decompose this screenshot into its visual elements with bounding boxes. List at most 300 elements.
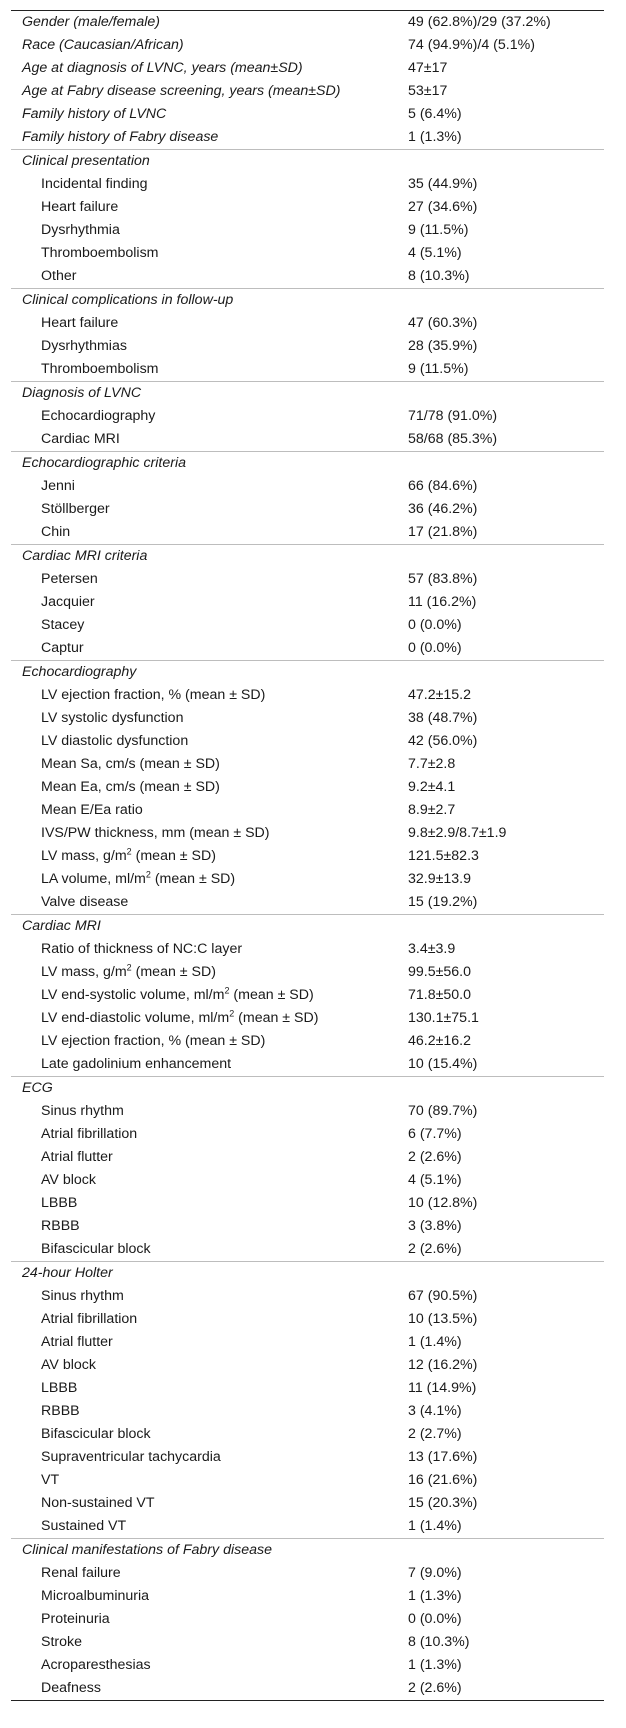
row-label — [11, 1608, 404, 1631]
row-value: 7 (9.0%) — [408, 1565, 462, 1581]
table-row — [11, 1169, 604, 1192]
section-header-row — [11, 289, 604, 313]
table-row — [11, 753, 604, 776]
row-label-text: LA volume, ml/m — [41, 871, 146, 887]
row-label-text: Cardiac MRI — [41, 431, 120, 447]
row-label-text: Late gadolinium enhancement — [41, 1056, 232, 1072]
row-label — [11, 799, 404, 822]
table-row — [11, 312, 604, 335]
row-value: 71/78 (91.0%) — [408, 408, 498, 424]
row-label-text: Chin — [41, 524, 71, 540]
row-value: 27 (34.6%) — [408, 199, 478, 215]
table-row — [11, 776, 604, 799]
row-label-text: Age at Fabry disease screening, years (mean±SD) — [22, 83, 341, 99]
row-label-text: RBBB — [41, 1218, 80, 1234]
row-label — [11, 428, 404, 452]
row-label-suffix: (mean ± SD) — [150, 871, 236, 887]
row-label-text: Sustained VT — [41, 1518, 127, 1534]
table-row — [11, 891, 604, 915]
row-label — [11, 1100, 404, 1123]
table-row — [11, 1100, 604, 1123]
row-label — [11, 1238, 404, 1262]
row-label — [11, 1146, 404, 1169]
summary-row — [11, 103, 604, 126]
table-row — [11, 984, 604, 1007]
row-label-text: Heart failure — [41, 199, 119, 215]
row-label-text: Ratio of thickness of NC:C layer — [41, 941, 243, 957]
table-row — [11, 1677, 604, 1701]
row-label — [11, 1377, 404, 1400]
row-label-text: Stacey — [41, 617, 85, 633]
row-value: 11 (14.9%) — [408, 1380, 477, 1396]
row-value: 8 (10.3%) — [408, 1634, 470, 1650]
row-value — [404, 545, 604, 569]
table-row — [11, 845, 604, 868]
row-label — [11, 1677, 404, 1701]
row-label — [11, 614, 404, 637]
row-label — [11, 335, 404, 358]
row-value: 10 (15.4%) — [408, 1056, 478, 1072]
row-label-text: Clinical presentation — [22, 153, 150, 169]
table-row — [11, 428, 604, 452]
table-row — [11, 1492, 604, 1515]
row-value: 7.7±2.8 — [408, 756, 456, 772]
table-row — [11, 707, 604, 730]
row-label-text: Acroparesthesias — [41, 1657, 151, 1673]
table-row — [11, 614, 604, 637]
row-value: 53±17 — [408, 83, 448, 99]
row-label-text: IVS/PW thickness, mm (mean ± SD) — [41, 825, 270, 841]
table-row — [11, 1515, 604, 1539]
row-value: 47.2±15.2 — [408, 687, 472, 703]
row-label-text: 24-hour Holter — [22, 1265, 113, 1281]
row-label — [11, 196, 404, 219]
row-label-suffix: (mean ± SD) — [131, 964, 216, 980]
row-label-text: Bifascicular block — [41, 1426, 151, 1442]
superscript: 2 — [224, 985, 230, 996]
row-label — [11, 545, 404, 569]
row-label — [11, 265, 404, 289]
table-row — [11, 1654, 604, 1677]
row-value: 3 (3.8%) — [408, 1218, 462, 1234]
row-value: 15 (20.3%) — [408, 1495, 478, 1511]
superscript: 2 — [126, 846, 132, 857]
table-row — [11, 1562, 604, 1585]
row-label — [11, 684, 404, 707]
section-header-row — [11, 452, 604, 476]
row-label — [11, 521, 404, 545]
table-row — [11, 521, 604, 545]
row-label-text: LV ejection fraction, % (mean ± SD) — [41, 1033, 266, 1049]
row-label — [11, 1053, 404, 1077]
row-label-text: Sinus rhythm — [41, 1103, 124, 1119]
row-value — [404, 150, 604, 174]
row-label — [11, 1492, 404, 1515]
row-label-text: Echocardiography — [41, 408, 156, 424]
row-label — [11, 1423, 404, 1446]
row-label — [11, 498, 404, 521]
row-label — [11, 242, 404, 265]
row-label-text: Jacquier — [41, 594, 95, 610]
row-value: 0 (0.0%) — [408, 617, 462, 633]
table-row — [11, 1585, 604, 1608]
row-value — [404, 915, 604, 939]
row-label-text: LV diastolic dysfunction — [41, 733, 189, 749]
table-row — [11, 1238, 604, 1262]
row-label — [11, 150, 404, 174]
table-row — [11, 196, 604, 219]
row-label-text: Proteinuria — [41, 1611, 110, 1627]
row-label-text: LV mass, g/m — [41, 964, 127, 980]
row-value: 38 (48.7%) — [408, 710, 478, 726]
row-value: 15 (19.2%) — [408, 894, 478, 910]
row-label-text: Mean Sa, cm/s (mean ± SD) — [41, 756, 220, 772]
row-value: 10 (13.5%) — [408, 1311, 478, 1327]
row-value — [404, 661, 604, 685]
row-value: 46.2±16.2 — [408, 1033, 472, 1049]
section-header-row — [11, 545, 604, 569]
table-row — [11, 868, 604, 891]
row-value — [404, 1539, 604, 1563]
row-label-text: ECG — [22, 1080, 53, 1096]
table-row — [11, 799, 604, 822]
table-row — [11, 1423, 604, 1446]
row-label-text: Valve disease — [41, 894, 129, 910]
row-label-text: LBBB — [41, 1195, 78, 1211]
row-label-text: LV end-diastolic volume, ml/m — [41, 1010, 230, 1026]
row-value: 35 (44.9%) — [408, 176, 478, 192]
row-label-text: Renal failure — [41, 1565, 121, 1581]
row-label-text: Thromboembolism — [41, 245, 159, 261]
row-value: 66 (84.6%) — [408, 478, 478, 494]
row-value: 13 (17.6%) — [408, 1449, 478, 1465]
row-value: 9 (11.5%) — [408, 222, 469, 238]
row-label-suffix: (mean ± SD) — [229, 987, 314, 1003]
row-value: 1 (1.3%) — [408, 129, 462, 145]
row-label — [11, 57, 404, 80]
row-label-text: Supraventricular tachycardia — [41, 1449, 221, 1465]
table-row — [11, 637, 604, 661]
row-label — [11, 961, 404, 984]
row-label-text: Sinus rhythm — [41, 1288, 124, 1304]
row-label — [11, 475, 404, 498]
table-row — [11, 265, 604, 289]
row-label-text: AV block — [41, 1172, 96, 1188]
row-label — [11, 776, 404, 799]
row-value: 70 (89.7%) — [408, 1103, 478, 1119]
section-header-row — [11, 1539, 604, 1563]
row-label — [11, 312, 404, 335]
row-label — [11, 915, 404, 939]
table-row — [11, 358, 604, 382]
row-label — [11, 1469, 404, 1492]
row-label — [11, 452, 404, 476]
section-header-row — [11, 150, 604, 174]
row-value: 49 (62.8%)/29 (37.2%) — [404, 11, 604, 35]
row-value: 1 (1.4%) — [408, 1334, 462, 1350]
table-row — [11, 1354, 604, 1377]
row-label-text: LV mass, g/m — [41, 848, 127, 864]
row-label — [11, 1262, 404, 1286]
row-label-text: Captur — [41, 640, 84, 656]
table-row — [11, 1123, 604, 1146]
row-value: 130.1±75.1 — [408, 1010, 479, 1026]
row-label — [11, 173, 404, 196]
row-value: 8 (10.3%) — [408, 268, 470, 284]
summary-row — [11, 34, 604, 57]
row-label — [11, 1562, 404, 1585]
row-label — [11, 1585, 404, 1608]
row-label — [11, 1331, 404, 1354]
row-label-text: Deafness — [41, 1680, 101, 1696]
row-label — [11, 1285, 404, 1308]
row-label — [11, 845, 404, 868]
row-label — [11, 405, 404, 428]
row-label-text: Non-sustained VT — [41, 1495, 155, 1511]
row-label — [11, 1631, 404, 1654]
row-label-text: LBBB — [41, 1380, 78, 1396]
row-value — [404, 382, 604, 406]
row-label — [11, 1215, 404, 1238]
section-header-row — [11, 1077, 604, 1101]
table-row — [11, 938, 604, 961]
row-label — [11, 1007, 404, 1030]
row-value: 9.8±2.9/8.7±1.9 — [408, 825, 507, 841]
table-row — [11, 475, 604, 498]
row-label-text: LV end-systolic volume, ml/m — [41, 987, 225, 1003]
summary-row — [11, 80, 604, 103]
table-row — [11, 1400, 604, 1423]
row-label-text: Incidental finding — [41, 176, 148, 192]
row-label — [11, 1515, 404, 1539]
table-row — [11, 822, 604, 845]
table-row — [11, 730, 604, 753]
row-label — [11, 1446, 404, 1469]
row-value: 32.9±13.9 — [408, 871, 472, 887]
row-label — [11, 753, 404, 776]
table-row — [11, 1215, 604, 1238]
row-label-text: Bifascicular block — [41, 1241, 151, 1257]
row-label — [11, 1308, 404, 1331]
row-value: 3 (4.1%) — [408, 1403, 462, 1419]
table-row — [11, 498, 604, 521]
row-value: 2 (2.7%) — [408, 1426, 462, 1442]
row-label-text: Diagnosis of LVNC — [22, 385, 142, 401]
row-label-text: Atrial flutter — [41, 1334, 113, 1350]
row-label-text: Gender (male/female) — [22, 14, 160, 30]
row-label — [11, 219, 404, 242]
superscript: 2 — [229, 1008, 235, 1019]
summary-row — [11, 57, 604, 80]
row-label — [11, 358, 404, 382]
row-label-text: Thromboembolism — [41, 361, 159, 377]
patient-characteristics-table — [11, 10, 604, 1701]
row-label — [11, 289, 404, 313]
row-label-text: Clinical manifestations of Fabry disease — [22, 1542, 272, 1558]
row-value: 4 (5.1%) — [408, 245, 462, 261]
table-row — [11, 173, 604, 196]
row-label — [11, 822, 404, 845]
row-label — [11, 80, 404, 103]
table-row — [11, 335, 604, 358]
row-value: 57 (83.8%) — [408, 571, 478, 587]
row-value: 71.8±50.0 — [408, 987, 472, 1003]
row-value: 74 (94.9%)/4 (5.1%) — [408, 37, 535, 53]
table-row — [11, 1030, 604, 1053]
row-label-text: Echocardiographic criteria — [22, 455, 187, 471]
row-label-text: Atrial fibrillation — [41, 1311, 138, 1327]
row-value: 6 (7.7%) — [408, 1126, 462, 1142]
row-value: 4 (5.1%) — [408, 1172, 462, 1188]
row-label — [11, 868, 404, 891]
row-label-text: Family history of LVNC — [22, 106, 167, 122]
row-label-text: Other — [41, 268, 77, 284]
table-row — [11, 1007, 604, 1030]
row-label-suffix: (mean ± SD) — [131, 848, 216, 864]
row-label-text: Stöllberger — [41, 501, 110, 517]
row-value — [404, 1077, 604, 1101]
row-value: 9.2±4.1 — [408, 779, 456, 795]
row-value: 0 (0.0%) — [408, 640, 462, 656]
row-label-text: LV systolic dysfunction — [41, 710, 184, 726]
row-label-text: Atrial flutter — [41, 1149, 113, 1165]
row-label-text: Jenni — [41, 478, 75, 494]
row-label-text: Cardiac MRI criteria — [22, 548, 148, 564]
row-label-text: Family history of Fabry disease — [22, 129, 219, 145]
row-value: 1 (1.3%) — [408, 1657, 462, 1673]
table-body — [11, 11, 604, 1701]
table-row — [11, 1377, 604, 1400]
table-row — [11, 405, 604, 428]
row-label — [11, 984, 404, 1007]
row-label — [11, 1539, 404, 1563]
row-value: 36 (46.2%) — [408, 501, 478, 517]
row-label — [11, 103, 404, 126]
table-row — [11, 219, 604, 242]
row-label-text: Microalbuminuria — [41, 1588, 150, 1604]
row-label — [11, 11, 404, 35]
row-label-text: Mean E/Ea ratio — [41, 802, 143, 818]
table-row — [11, 1285, 604, 1308]
row-label-text: Stroke — [41, 1634, 83, 1650]
row-value: 42 (56.0%) — [408, 733, 478, 749]
table-row — [11, 1053, 604, 1077]
section-header-row — [11, 382, 604, 406]
row-value: 8.9±2.7 — [408, 802, 456, 818]
table-row — [11, 1308, 604, 1331]
table-row — [11, 1331, 604, 1354]
table-row — [11, 1608, 604, 1631]
row-label-text: Heart failure — [41, 315, 119, 331]
row-value: 28 (35.9%) — [408, 338, 478, 354]
table-row — [11, 568, 604, 591]
superscript: 2 — [126, 962, 132, 973]
row-value: 121.5±82.3 — [408, 848, 479, 864]
section-header-row — [11, 661, 604, 685]
summary-row — [11, 126, 604, 150]
row-value: 16 (21.6%) — [408, 1472, 478, 1488]
row-label — [11, 1354, 404, 1377]
table-row — [11, 1192, 604, 1215]
row-value: 5 (6.4%) — [408, 106, 462, 122]
row-label — [11, 568, 404, 591]
row-label — [11, 707, 404, 730]
row-label — [11, 1654, 404, 1677]
table-row — [11, 591, 604, 614]
row-label — [11, 1030, 404, 1053]
table-row — [11, 1631, 604, 1654]
row-value: 10 (12.8%) — [408, 1195, 478, 1211]
row-label — [11, 382, 404, 406]
row-label — [11, 126, 404, 150]
row-label-text: Echocardiography — [22, 664, 137, 680]
row-label-text: Clinical complications in follow-up — [22, 292, 234, 308]
row-value: 2 (2.6%) — [408, 1149, 462, 1165]
row-label-text: Dysrhythmia — [41, 222, 120, 238]
row-label-text: Dysrhythmias — [41, 338, 127, 354]
row-label — [11, 637, 404, 661]
row-value: 67 (90.5%) — [408, 1288, 478, 1304]
row-label — [11, 730, 404, 753]
table-row — [11, 242, 604, 265]
row-label — [11, 34, 404, 57]
row-value — [404, 452, 604, 476]
row-label — [11, 891, 404, 915]
row-value: 2 (2.6%) — [408, 1241, 462, 1257]
row-label — [11, 591, 404, 614]
characteristics-table-container — [11, 10, 604, 1701]
table-row — [11, 1469, 604, 1492]
row-value: 47±17 — [408, 60, 448, 76]
row-value: 0 (0.0%) — [408, 1611, 462, 1627]
row-label-text: RBBB — [41, 1403, 80, 1419]
row-value — [404, 1262, 604, 1286]
table-row — [11, 1446, 604, 1469]
summary-row — [11, 11, 604, 35]
row-value — [404, 289, 604, 313]
row-value: 1 (1.4%) — [408, 1518, 462, 1534]
row-label-text: AV block — [41, 1357, 96, 1373]
row-label-text: Age at diagnosis of LVNC, years (mean±SD) — [22, 60, 303, 76]
row-label — [11, 1123, 404, 1146]
section-header-row — [11, 1262, 604, 1286]
row-value: 12 (16.2%) — [408, 1357, 478, 1373]
superscript: 2 — [145, 869, 151, 880]
section-header-row — [11, 915, 604, 939]
row-value: 47 (60.3%) — [408, 315, 478, 331]
row-label-text: Race (Caucasian/African) — [22, 37, 184, 53]
row-label-text: Atrial fibrillation — [41, 1126, 138, 1142]
row-label-text: VT — [41, 1472, 60, 1488]
row-value: 11 (16.2%) — [408, 594, 477, 610]
row-label — [11, 1169, 404, 1192]
row-value: 2 (2.6%) — [404, 1677, 604, 1701]
row-label-text: Petersen — [41, 571, 98, 587]
table-row — [11, 961, 604, 984]
row-label — [11, 1400, 404, 1423]
row-value: 3.4±3.9 — [408, 941, 456, 957]
row-label-suffix: (mean ± SD) — [234, 1010, 319, 1026]
row-label-text: Cardiac MRI — [22, 918, 101, 934]
row-label — [11, 1077, 404, 1101]
row-label — [11, 938, 404, 961]
table-row — [11, 684, 604, 707]
row-value: 99.5±56.0 — [408, 964, 472, 980]
row-label-text: Mean Ea, cm/s (mean ± SD) — [41, 779, 220, 795]
row-label — [11, 1192, 404, 1215]
row-value: 17 (21.8%) — [408, 524, 478, 540]
table-row — [11, 1146, 604, 1169]
